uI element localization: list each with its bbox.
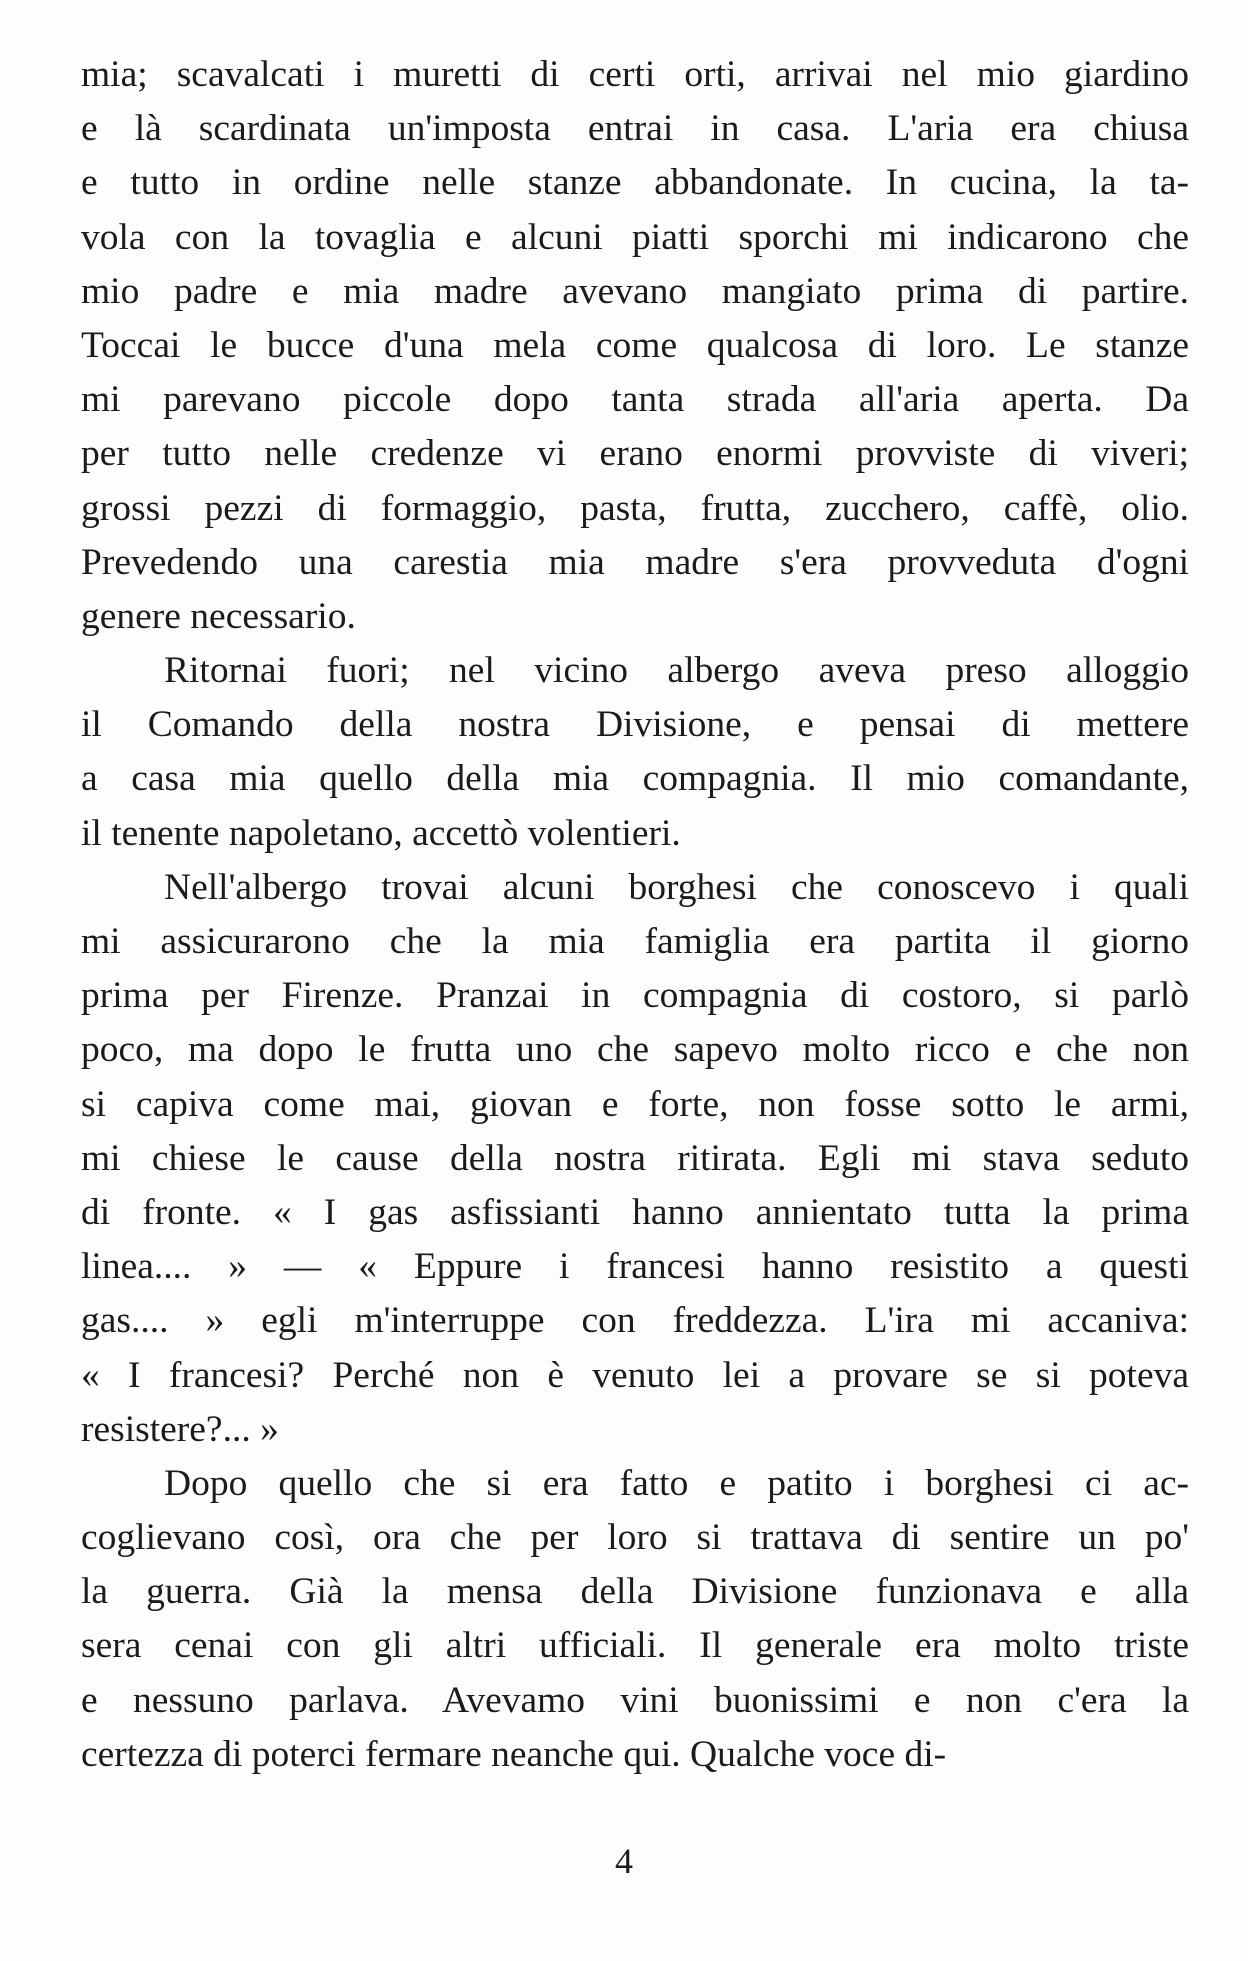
text-line: « I francesi? Perché non è venuto lei a provare se si poteva — [81, 1354, 1189, 1396]
text-line: mio padre e mia madre avevano mangiato prima di partire. — [81, 270, 1189, 312]
paragraph — [81, 644, 1189, 861]
paragraph — [81, 861, 1189, 1457]
text-line: per tutto nelle credenze vi erano enormi provviste di viveri; — [81, 433, 1189, 475]
text-line: mi parevano piccole dopo tanta strada all'aria aperta. Da — [81, 379, 1189, 421]
text-line: gas.... » egli m'interruppe con freddezza. L'ira mi accaniva: — [81, 1300, 1189, 1342]
text-line: sera cenai con gli altri ufficiali. Il generale era molto triste — [81, 1625, 1189, 1667]
text-line: genere necessario. — [81, 595, 356, 637]
text-line: mi chiese le cause della nostra ritirata. Egli mi stava seduto — [81, 1137, 1189, 1179]
text-line: grossi pezzi di formaggio, pasta, frutta, zucchero, caffè, olio. — [81, 487, 1189, 529]
text-line: Ritornai fuori; nel vicino albergo aveva preso alloggio — [164, 650, 1189, 692]
text-line: linea.... » — « Eppure i francesi hanno resistito a questi — [81, 1246, 1189, 1288]
text-line: Nell'albergo trovai alcuni borghesi che conoscevo i quali — [164, 866, 1189, 908]
paragraph — [81, 1457, 1189, 1782]
text-line: il Comando della nostra Divisione, e pensai di mettere — [81, 704, 1189, 746]
text-line: di fronte. « I gas asfissianti hanno annientato tutta la prima — [81, 1191, 1189, 1233]
text-line: a casa mia quello della mia compagnia. Il mio comandante, — [81, 758, 1189, 800]
text-line: prima per Firenze. Pranzai in compagnia di costoro, si parlò — [81, 975, 1189, 1017]
text-line: la guerra. Già la mensa della Divisione funzionava e alla — [81, 1571, 1189, 1613]
paragraph — [81, 48, 1189, 644]
text-line: mi assicurarono che la mia famiglia era partita il giorno — [81, 921, 1189, 962]
text-line: poco, ma dopo le frutta uno che sapevo molto ricco e che non — [81, 1029, 1189, 1071]
text-line: e là scardinata un'imposta entrai in casa. L'aria era chiusa — [81, 108, 1189, 150]
page-number: 4 — [615, 1841, 633, 1881]
text-line: mia; scavalcati i muretti di certi orti, arrivai nel mio giardino — [81, 54, 1189, 95]
text-line: il tenente napoletano, accettò volentieri. — [81, 812, 681, 854]
body-text — [81, 48, 1189, 1782]
text-line: resistere?... » — [81, 1408, 279, 1450]
text-line: vola con la tovaglia e alcuni piatti sporchi mi indicarono che — [81, 216, 1189, 258]
text-line: Dopo quello che si era fatto e patito i borghesi ci ac- — [164, 1462, 1189, 1504]
text-line: Prevedendo una carestia mia madre s'era provveduta d'ogni — [81, 541, 1189, 583]
text-line: Toccai le bucce d'una mela come qualcosa di loro. Le stanze — [81, 324, 1189, 366]
text-line: si capiva come mai, giovan e forte, non fosse sotto le armi, — [81, 1083, 1189, 1125]
text-line: coglievano così, ora che per loro si trattava di sentire un po' — [81, 1517, 1189, 1559]
text-line: certezza di poterci fermare neanche qui. Qualche voce di- — [81, 1733, 947, 1775]
text-line: e nessuno parlava. Avevamo vini buonissimi e non c'era la — [81, 1679, 1189, 1721]
text-line: e tutto in ordine nelle stanze abbandonate. In cucina, la ta- — [81, 162, 1189, 204]
